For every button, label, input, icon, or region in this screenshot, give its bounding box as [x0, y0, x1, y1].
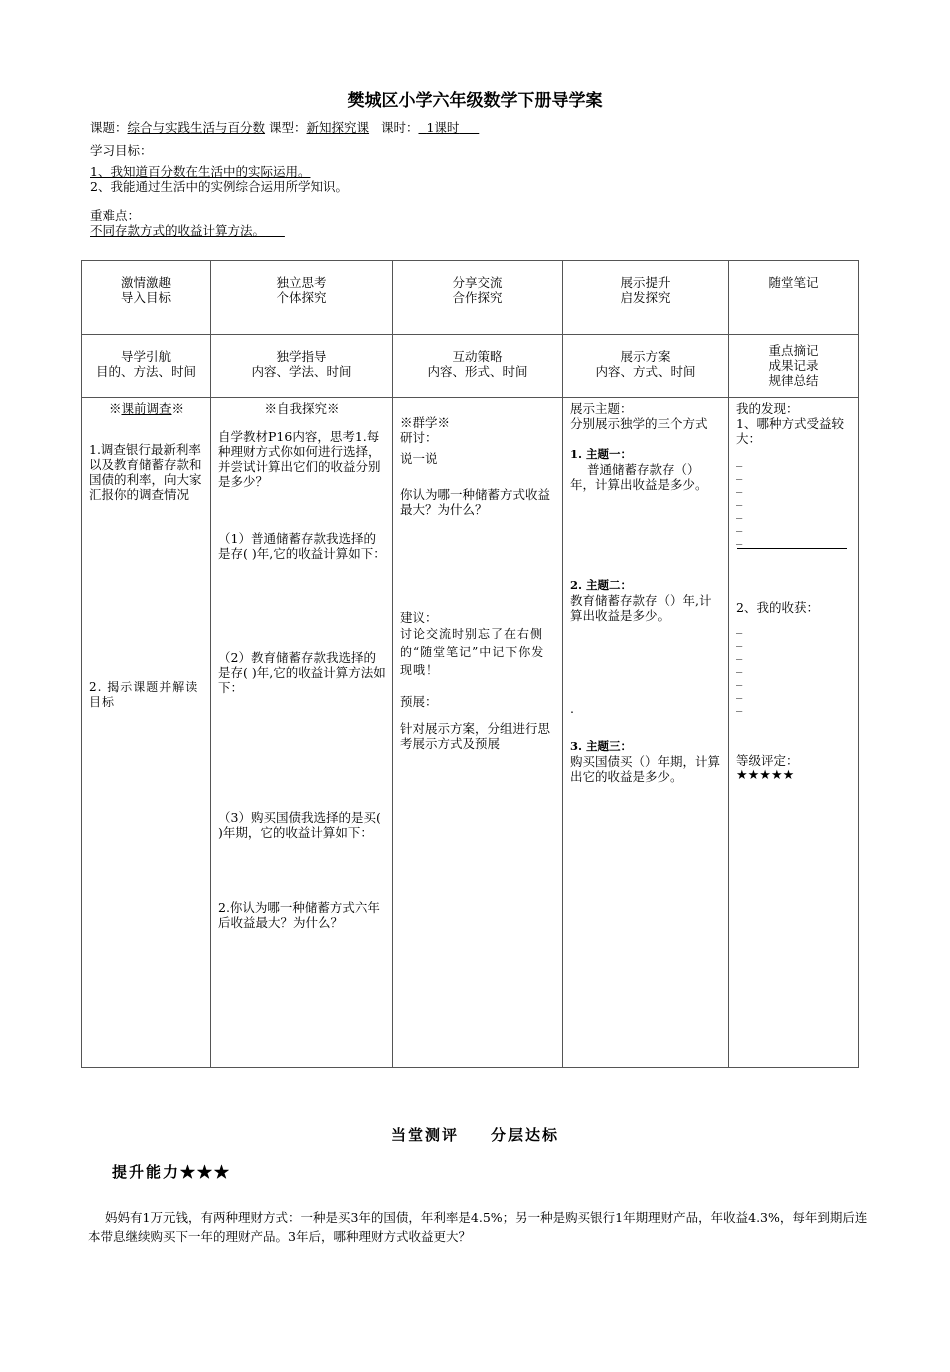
col-self-study — [211, 398, 393, 1068]
dash-line: _ — [736, 684, 743, 699]
section-title: 当堂测评 分层达标 — [390, 1126, 560, 1144]
present-topic-label: 展示主题： — [570, 401, 633, 416]
present-topic-text: 分别展示独学的三个方式 — [570, 416, 708, 431]
say-label: 说一说 — [400, 451, 438, 466]
group-study-heading: ※群学※ — [400, 415, 451, 430]
dash-line: _ — [736, 452, 743, 467]
header-row-2 — [82, 335, 859, 398]
question-4: 2.你认为哪一种储蓄方式六年后收益最大？为什么？ — [218, 900, 380, 930]
question-3: （3）购买国债我选择的是买( )年期，它的收益计算如下： — [218, 810, 381, 840]
preview-label: 预展： — [400, 694, 438, 709]
hours-label: 课时： — [380, 120, 419, 135]
self-study-heading: ※自我探究※ — [264, 401, 340, 416]
reveal-text: 2. 揭示课题并解读目标 — [89, 680, 199, 709]
type-value: 新知探究课 — [306, 120, 370, 135]
lesson-meta — [90, 118, 479, 136]
survey-text: 1.调查银行最新利率以及教育储蓄存款和国债的利率，向大家汇报你的调查情况 — [89, 442, 202, 502]
col-guide — [82, 398, 211, 1068]
dash-line: _ — [736, 530, 743, 545]
dash-line: _ — [736, 658, 743, 673]
col-presentation — [563, 398, 729, 1068]
header-guide-5: 重点摘记 成果记录 规律总结 — [729, 335, 859, 398]
dash-line: _ — [736, 491, 743, 506]
dash-line: _ — [736, 671, 743, 686]
topic-2-label: 2. 主题二： — [570, 578, 633, 592]
lesson-table — [81, 260, 859, 1068]
goal-2: 2、我能通过生活中的实例综合运用所学知识。 — [90, 179, 348, 194]
dash-line: _ — [736, 478, 743, 493]
key-label: 重难点： — [90, 208, 141, 223]
type-label: 课型： — [269, 120, 307, 135]
suggest-text: 讨论交流时别忘了在右侧的“随堂笔记”中记下你发现哦！ — [400, 627, 545, 677]
header-stage-3: 分享交流 合作探究 — [393, 261, 563, 335]
topic-2-text: 教育储蓄存款存（）年,计算出收益是多少。 — [570, 593, 712, 623]
ability-heading: 提升能力★★★ — [112, 1163, 232, 1181]
grade-label: 等级评定： — [736, 753, 799, 768]
question-2: （2）教育储蓄存款我选择的是存( )年,它的收益计算方法如下： — [218, 650, 386, 695]
dash-line: _ — [736, 697, 743, 712]
dash-line: _ — [736, 619, 743, 634]
dash-line: _ — [736, 504, 743, 519]
dash-line: _ — [736, 465, 743, 480]
header-guide-1: 导学引航 目的、方法、时间 — [82, 335, 211, 398]
dash-line: _ — [736, 632, 743, 647]
topic-1-label: 1. 主题一： — [570, 447, 633, 461]
problem-text: 妈妈有1万元钱，有两种理财方式：一种是买3年的国债，年利率是4.5%；另一种是购买银行1年期理财产品，年收益4.3%，每年到期后连本带息继续购买下一年的理财产品。3年后，哪种理财方式收益更大？ — [88, 1210, 868, 1244]
topic-label: 课题： — [90, 120, 128, 135]
dash-line: _ — [736, 645, 743, 660]
goal-1: 1、我知道百分数在生活中的实际运用。 — [90, 164, 311, 179]
suggest-label: 建议： — [400, 610, 438, 625]
grade-stars: ★★★★★ — [736, 768, 795, 783]
find-question: 1、哪种方式受益较大： — [736, 416, 844, 446]
find-dash-list — [736, 453, 852, 544]
gain-dash-list — [736, 620, 852, 711]
hours-value: 1课时 — [426, 120, 460, 135]
header-stage-2: 独立思考 个体探究 — [211, 261, 393, 335]
key-value: 不同存款方式的收益计算方法。 — [90, 223, 266, 238]
header-stage-1: 激情激趣 导入目标 — [82, 261, 211, 335]
header-row-1 — [82, 261, 859, 335]
discuss-label: 研讨： — [400, 430, 438, 445]
header-guide-2: 独学指导 内容、学法、时间 — [211, 335, 393, 398]
question-1: （1）普通储蓄存款我选择的是存( )年,它的收益计算如下： — [218, 531, 386, 561]
group-question: 你认为哪一种储蓄方式收益最大？为什么？ — [400, 487, 551, 517]
preview-text: 针对展示方案，分组进行思考展示方式及预展 — [400, 721, 551, 751]
self-study-intro: 自学教材P16内容，思考1.每种理财方式你如何进行选择，并尝试计算出它们的收益分别是多少？ — [218, 429, 381, 489]
col-group-study — [393, 398, 563, 1068]
topic-3-text: 购买国债买（）年期，计算出它的收益是多少。 — [570, 754, 721, 784]
document-title: 樊城区小学六年级数学下册导学案 — [347, 91, 603, 111]
survey-heading: ※课前调查※ — [108, 401, 185, 416]
col-notes — [729, 398, 859, 1068]
topic-3-label: 3. 主题三： — [570, 739, 633, 753]
content-row — [82, 398, 859, 1068]
topic-value: 综合与实践生活与百分数 — [127, 120, 266, 135]
header-stage-4: 展示提升 启发探究 — [563, 261, 729, 335]
topic-1-text: 普通储蓄存款存（）年，计算出收益是多少。 — [570, 462, 708, 492]
dash-line: _ — [736, 517, 743, 532]
gain-label: 2、我的收获： — [736, 600, 819, 615]
header-stage-5: 随堂笔记 — [729, 261, 859, 335]
header-guide-3: 互动策略 内容、形式、时间 — [393, 335, 563, 398]
header-guide-4: 展示方案 内容、方式、时间 — [563, 335, 729, 398]
divider-line — [737, 548, 847, 549]
dot-mark: . — [570, 701, 574, 716]
goals-label: 学习目标： — [90, 143, 153, 158]
find-label: 我的发现： — [736, 401, 799, 416]
